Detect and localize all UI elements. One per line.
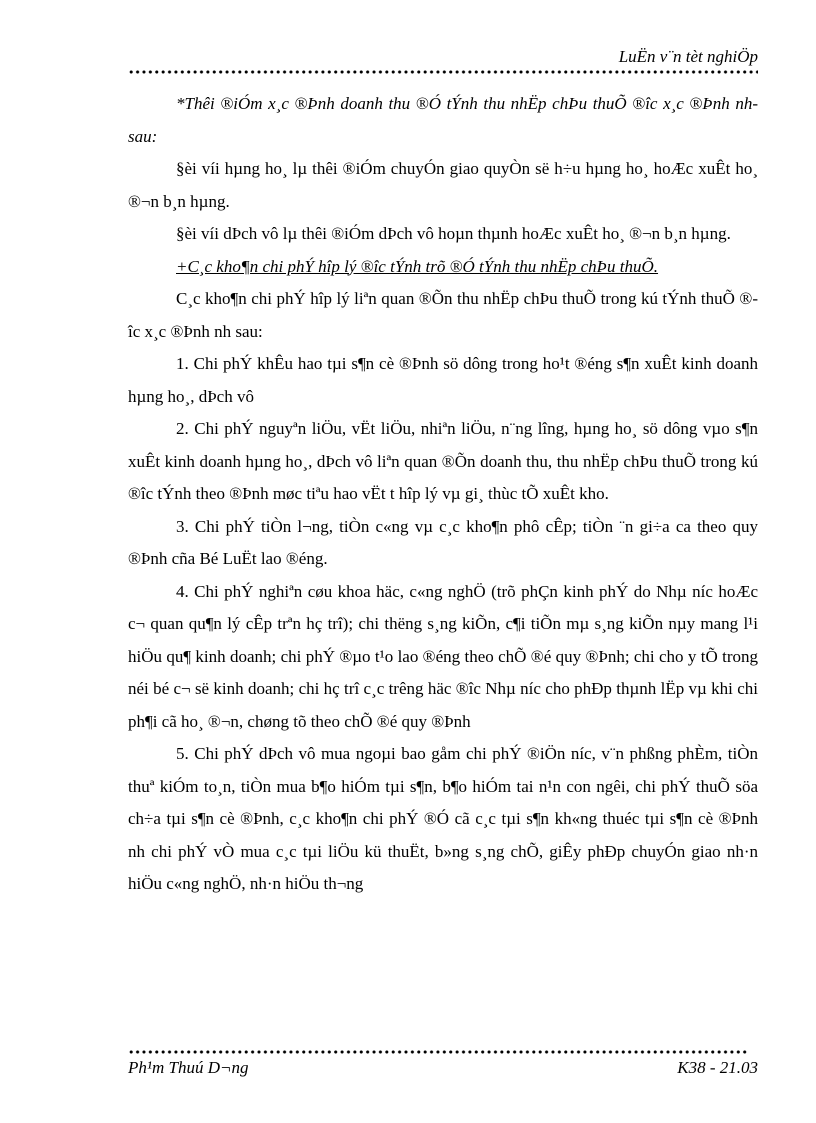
list-item-1-depreciation: 1. Chi phÝ khÊu hao tµi s¶n cè ®Þnh sö dông trong ho¹t ®éng s¶n xuÊt kinh doanh hµng ho¸, dÞch vô	[128, 354, 758, 406]
paragraph-revenue-timing: *Thêi ®iÓm x¸c ®Þnh doanh thu ®Ó tÝnh thu nhËp chÞu thuÕ ®îc x¸c ®Þnh nh sau:	[128, 94, 758, 146]
paragraph-services: §èi víi dÞch vô lµ thêi ®iÓm dÞch vô hoµn thµnh hoÆc xuÊt ho¸ ®¬n b¸n hµng.	[176, 224, 731, 243]
section-heading-deductible-costs	[128, 251, 758, 284]
paragraph-deductible-intro: C¸c kho¶n chi phÝ hîp lý liªn quan ®Õn thu nhËp chÞu thuÕ trong kú tÝnh thuÕ ®îc x¸c ®Þnh nh sau:	[128, 289, 758, 341]
list-item-3-wages: 3. Chi phÝ tiÒn l¬ng, tiÒn c«ng vµ c¸c kho¶n phô cÊp; tiÒn ¨n gi÷a ca theo quy ®Þnh cña Bé LuËt lao ®éng.	[128, 516, 758, 568]
footer-dotted-divider	[128, 1050, 748, 1054]
footer-class-code: K38 - 21.03	[677, 1058, 758, 1077]
list-item-2-materials: 2. Chi phÝ nguyªn liÖu, vËt liÖu, nhiªn liÖu, n¨ng lîng, hµng ho¸ sö dông vµo s¶n xuÊt kinh doanh hµng ho¸, dÞch vô liªn quan ®Õn doanh thu, thu nhËp chÞu thuÕ trong kú ®îc tÝnh theo ®Þnh møc tiªu hao vËt t hîp lý vµ gi¸ thùc tÕ xuÊt kho.	[128, 419, 758, 503]
list-item-5-services: 5. Chi phÝ dÞch vô mua ngoµi bao gåm chi phÝ ®iÖn níc, v¨n phßng phÈm, tiÒn thuª kiÓm to¸n, tiÒn mua b¶o hiÓm tµi s¶n, b¶o hiÓm tai n¹n con ngêi, chi phÝ thuÕ söa ch÷a tµi s¶n cè ®Þnh, c¸c kho¶n chi phÝ ®Ó cã c¸c tµi s¶n kh«ng thuéc tµi s¶n cè ®Þnh nh chi phÝ vÒ mua c¸c tµi liÖu kü thuËt, b»ng s¸ng chÕ, giÊy phÐp chuyÓn giao nh·n hiÖu c«ng nghÖ, nh·n hiÖu th¬ng	[128, 744, 758, 893]
header-dotted-divider	[128, 70, 758, 74]
list-item-4-research: 4. Chi phÝ nghiªn cøu khoa häc, c«ng nghÖ (trõ phÇn kinh phÝ do Nhµ níc hoÆc c¬ quan qu¶n lý cÊp trªn hç trî); chi thëng s¸ng kiÕn, c¶i tiÕn mµ s¸ng kiÕn nµy mang l¹i hiÖu qu¶ kinh doanh; chi phÝ ®µo t¹o lao ®éng theo chÕ ®é quy ®Þnh; chi cho y tÕ trong néi bé c¬ së kinh doanh; chi hç trî c¸c trêng häc ®îc Nhµ níc cho phÐp thµnh lËp vµ khi chi ph¶i cã ho¸ ®¬n, chøng tõ theo chÕ ®é quy ®Þnh	[128, 581, 758, 731]
header-title: LuËn v¨n tèt nghiÖp	[618, 47, 758, 66]
document-body	[128, 88, 758, 901]
paragraph-goods: §èi víi hµng ho¸ lµ thêi ®iÓm chuyÓn giao quyÒn së h÷u hµng ho¸ hoÆc xuÊt ho¸ ®¬n b¸n hµng.	[128, 159, 758, 211]
footer-author: Ph¹m Thuú D¬ng	[128, 1058, 249, 1077]
section-heading-text: +C¸c kho¶n chi phÝ hîp lý ®îc tÝnh trõ ®Ó tÝnh thu nhËp chÞu thuÕ.	[176, 256, 659, 276]
